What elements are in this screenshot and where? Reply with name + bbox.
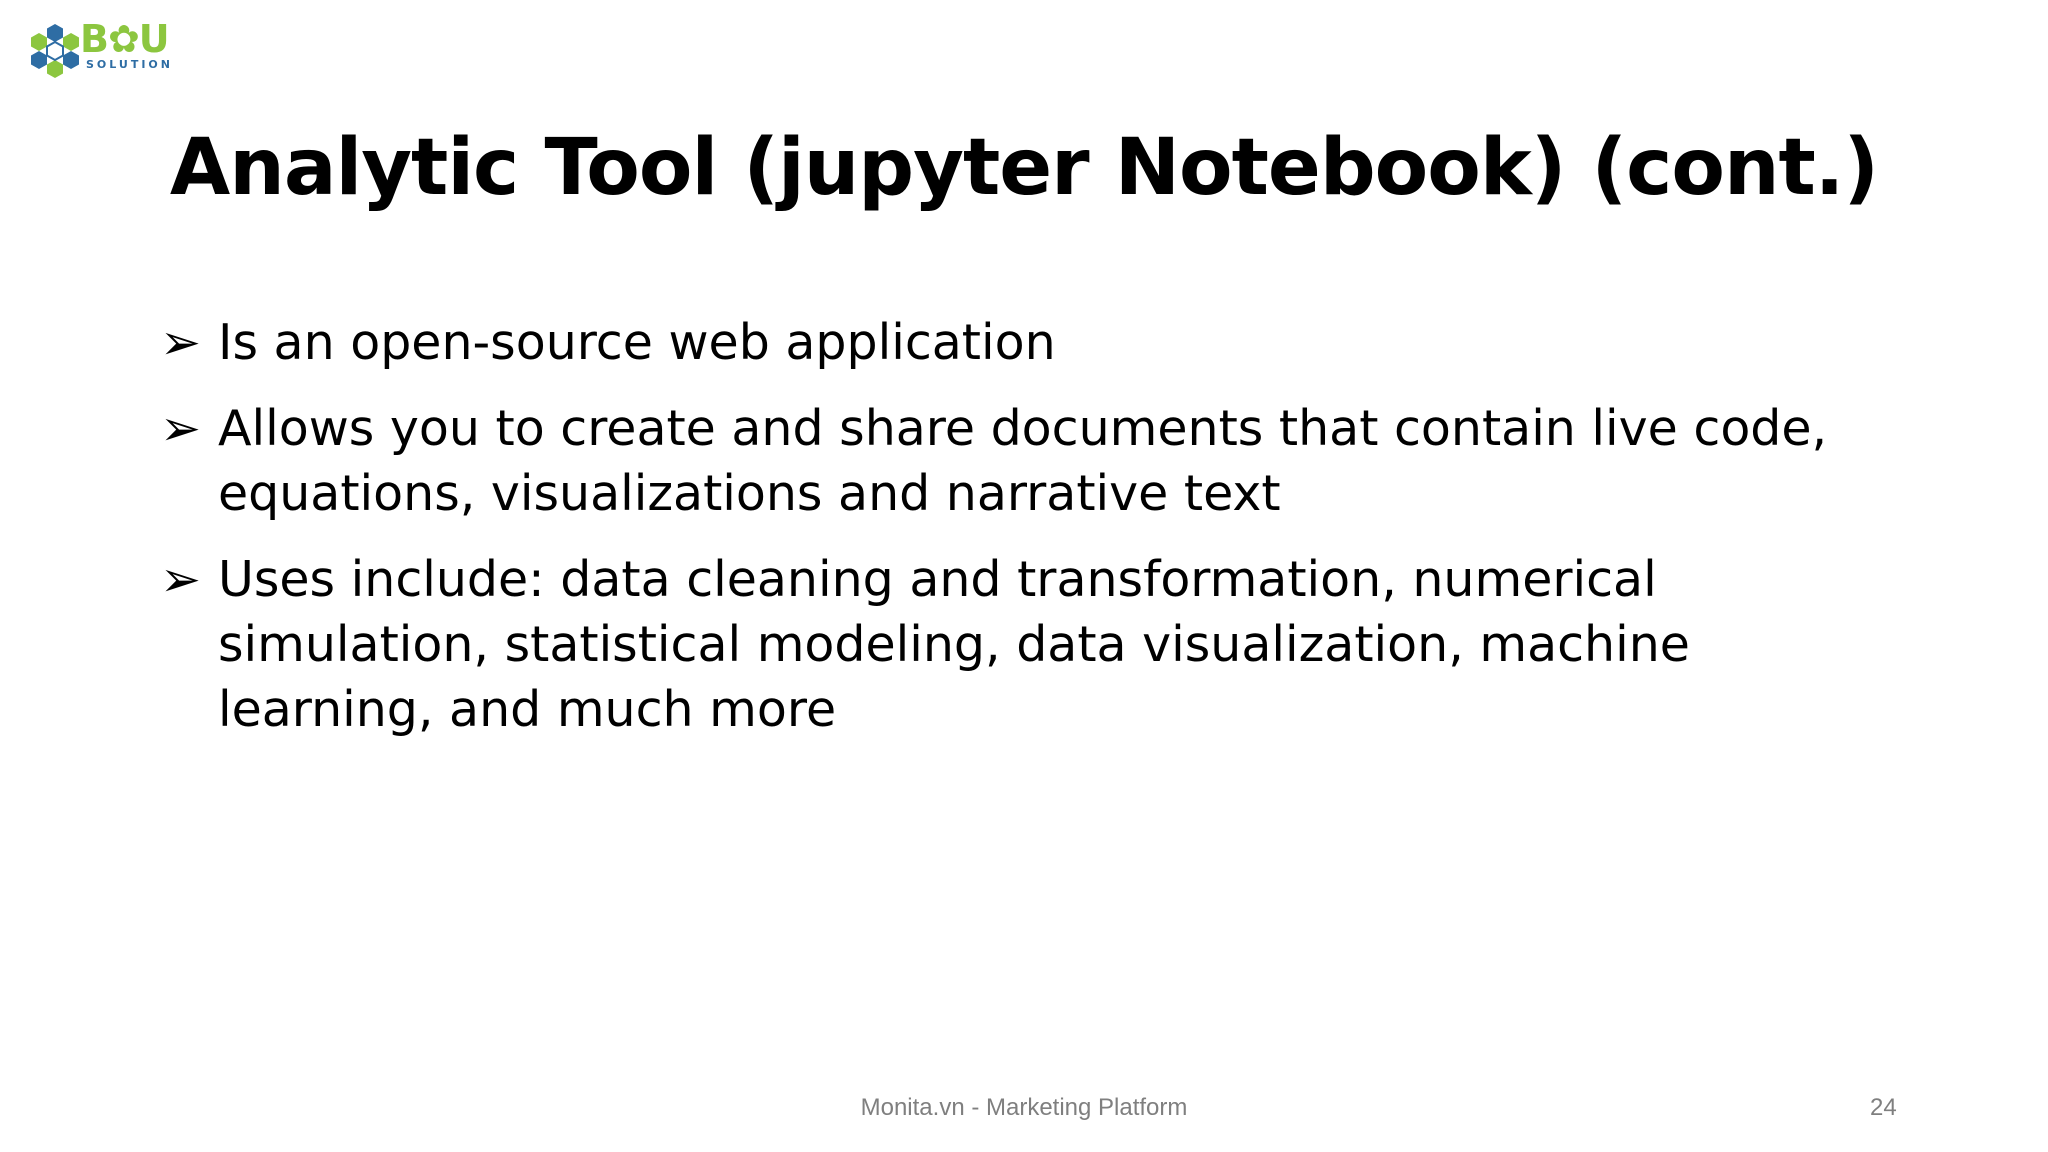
bullet-text: Allows you to create and share documents that contain live code, equations, visualizations and narrative text [218,400,1828,522]
logo-wordmark: B✿U [80,17,169,61]
bullet-text: Is an open-source web application [218,314,1056,371]
bullet-item [160,396,1920,526]
bullet-list [160,310,1920,763]
arrow-bullet-icon: ➢ [160,551,202,608]
bullet-item [160,547,1920,742]
bullet-item [160,310,1920,375]
slide-title: Analytic Tool (jupyter Notebook) (cont.) [169,123,1879,213]
arrow-bullet-icon: ➢ [160,400,202,457]
page-number: 24 [1870,1094,1897,1121]
footer-text: Monita.vn - Marketing Platform [860,1094,1188,1121]
arrow-bullet-icon: ➢ [160,314,202,371]
logo-subtext: SOLUTION [86,58,173,71]
bullet-text: Uses include: data cleaning and transformation, numerical simulation, statistical modeling, data visualization, machine learning, and much more [218,551,1690,738]
hexagon-cluster-icon [26,20,84,78]
company-logo [26,18,176,82]
